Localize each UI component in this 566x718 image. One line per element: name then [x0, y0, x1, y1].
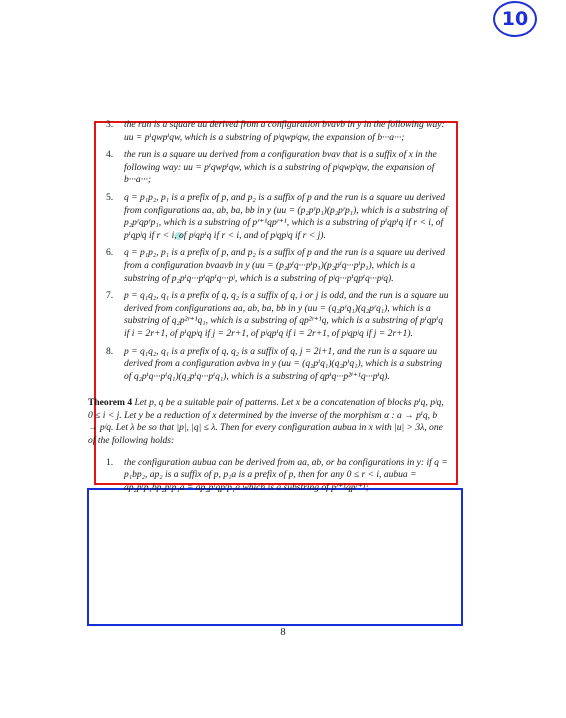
page-number: 8 — [280, 627, 286, 638]
item-number: 5. — [106, 191, 114, 203]
item-text: q = p₁p₂, p₁ is a prefix of p, and p₂ is a suffix of p and the run is a square uu derived from configurations aa, ab, ba, bb in y (uu = (p₂pʳp₁)(p₂pʳp₁), which is a substring of p₂pʳqpʳp₁, which is a substring of pʳ⁺¹qpʳ⁺¹, which is a substring of pⁱqpⁱq if r < i, of pⁱqpʲq if r < i, of pʲqpⁱq if r < i, and of pʲqpʲq if r < j). — [124, 191, 448, 241]
list-item — [104, 247, 449, 285]
item-text: p = q₁q₂, q₁ is a prefix of q, q₂ is a suffix of q, j = 2i+1, and the run is a square uu derived from a configuration avbva in y (uu = (q₂pⁱq₁)(q₂pⁱq₁), which is a substring of q₂pⁱq···pⁱq₁)(q₂pⁱq···pⁱq₁), which is a substring of qpⁱq···p²ⁱ⁺¹q···pⁱq). — [124, 345, 443, 382]
item-number: 4. — [106, 149, 114, 161]
item-text: the run is a square uu derived from a configuration bvav that is a suffix of x in the following way: uu = pⁱqwpⁱqw, which is a substring of pʲqwpʲqw, the expansion of b···a···; — [124, 149, 437, 186]
item-number: 3. — [106, 119, 114, 130]
list-item — [104, 192, 449, 242]
item-text: the run is a square uu derived from a configuration bvavb in y in the following way: uu = pⁱqwpⁱqw, which is a substring of pʲqwpʲqw, the expansion of b···a···; — [124, 119, 445, 143]
item-number: 6. — [106, 247, 114, 259]
item-number: 7. — [106, 290, 114, 302]
list-item — [104, 346, 449, 384]
blue-highlight-box — [87, 488, 463, 626]
theorem-title: Theorem 4 — [88, 397, 133, 409]
item-number: 8. — [106, 345, 114, 357]
item-number: 1. — [106, 456, 114, 468]
paper-text — [88, 119, 449, 499]
theorem-list-item — [104, 457, 449, 495]
list-item — [104, 119, 449, 144]
item-text: p = q₁q₂, q₁ is a prefix of q, q₂ is a suffix of q, i or j is odd, and the run is a square uu derived from configurations aa, ab, ba, bb in y (uu = (q₂pʳq₁)(q₂pʳq₁), which is a substring of q₂p²ʳ⁺¹q₁, which is a substring of qp²ʳ⁺¹q, which is a substring of pⁱqpⁱq if i = 2r+1, of pⁱqpʲq if j = 2r+1, of pʲqpⁱq if i = 2r+1, of pʲqpʲq if j = 2r+1). — [124, 290, 449, 339]
list-item — [104, 290, 449, 340]
item-text: q = p₁p₂, p₁ is a prefix of p, and p₂ is a suffix of p and the run is a square uu derived from a configuration bvaavb in y (uu = (p₂pⁱq···pⁱp₁)(p₂pⁱq···pⁱp₁), which is a substring of p₂pⁱq···pⁱqpⁱq···pʲ, which is a substring of pʲq···pⁱqpⁱq···pʲq). — [124, 247, 446, 284]
handwritten-page-number: 10 — [493, 1, 537, 37]
theorem-statement — [88, 397, 449, 447]
theorem-block — [88, 397, 449, 494]
list-item — [104, 149, 449, 187]
item-text: the configuration aubua can be derived from aa, ab, or ba configurations in y: if q = p₁bp₂, ap₂ is a suffix of p, p₁a is a prefix of p, then for any 0 ≤ r < i, aubua = ap₂pʳp₁bp₂pʳp₁a = ap₂pʳqpʳp₁a which is a substring of pʳ⁺¹qpʳ⁺¹; — [124, 456, 448, 493]
theorem-body: Let p, q be a suitable pair of patterns. Let x be a concatenation of blocks pⁱq, pʲq, 0 ≤ i < j. Let y be a reduction of x determined by the inverse of the morphism α : a → pⁱq, b → pʲq. Let λ be so that |p|, |q| ≤ λ. Then for every configuration aubua in x with |u| > 3λ, one of the following holds: — [88, 397, 444, 447]
